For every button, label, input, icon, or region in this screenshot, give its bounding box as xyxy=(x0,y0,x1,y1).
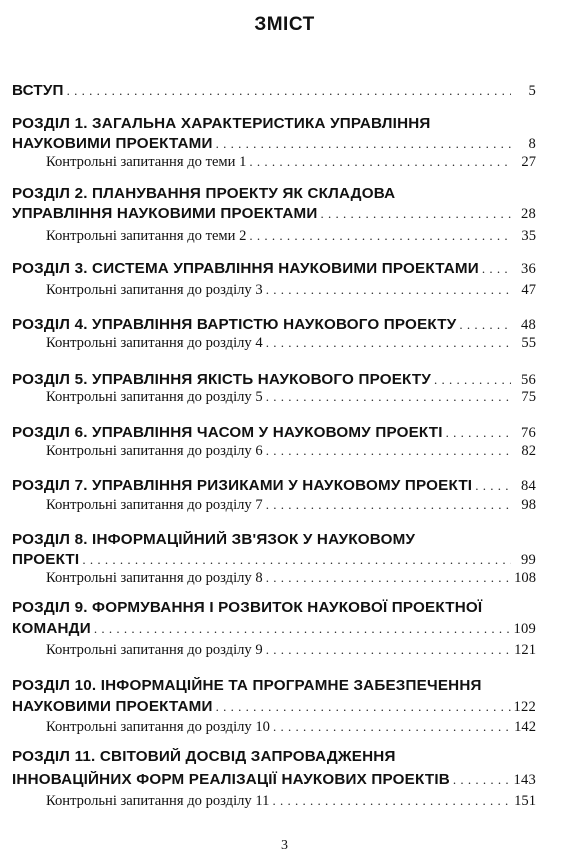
toc-page-number: 5 xyxy=(528,83,536,99)
toc-heading-text: ПРОЕКТІ xyxy=(12,551,80,568)
toc-heading-text: РОЗДІЛ 11. СВІТОВИЙ ДОСВІД ЗАПРОВАДЖЕННЯ xyxy=(12,748,396,765)
dot-leader xyxy=(266,389,511,405)
page-number: 3 xyxy=(281,838,288,853)
toc-subentry-page-number: 27 xyxy=(521,154,536,170)
toc-heading-line xyxy=(12,599,536,616)
dot-leader xyxy=(266,282,511,298)
toc-subentry-text: Контрольні запитання до розділу 8 xyxy=(46,570,263,586)
toc-page-number: 28 xyxy=(521,206,536,222)
toc-page-number: 56 xyxy=(521,372,536,388)
toc-heading-text: НАУКОВИМИ ПРОЕКТАМИ xyxy=(12,698,213,715)
toc-heading-line xyxy=(12,698,536,716)
toc-subentry-page-number: 47 xyxy=(521,282,536,298)
dot-leader xyxy=(94,621,511,637)
dot-leader xyxy=(266,497,511,513)
dot-leader xyxy=(273,719,511,735)
toc-heading-line xyxy=(12,205,536,223)
toc-heading-line xyxy=(12,371,536,389)
toc-heading-line xyxy=(12,677,536,694)
toc-subentry xyxy=(46,719,536,736)
dot-leader xyxy=(482,261,511,277)
toc-heading-line xyxy=(12,82,536,100)
toc-heading-text: РОЗДІЛ 3. СИСТЕМА УПРАВЛІННЯ НАУКОВИМИ ПРОЕКТАМИ xyxy=(12,260,479,277)
toc-subentry-page-number: 75 xyxy=(521,389,536,405)
toc-heading-text: УПРАВЛІННЯ НАУКОВИМИ ПРОЕКТАМИ xyxy=(12,205,318,222)
toc-subentry-text: Контрольні запитання до теми 2 xyxy=(46,228,247,244)
dot-leader xyxy=(82,552,511,568)
toc-heading-text: РОЗДІЛ 4. УПРАВЛІННЯ ВАРТІСТЮ НАУКОВОГО ПРОЕКТУ xyxy=(12,316,457,333)
dot-leader xyxy=(459,317,511,333)
dot-leader xyxy=(266,642,511,658)
toc-subentry-text: Контрольні запитання до розділу 11 xyxy=(46,793,270,809)
dot-leader xyxy=(434,372,511,388)
toc-heading-line xyxy=(12,620,536,638)
toc-heading-text: РОЗДІЛ 10. ІНФОРМАЦІЙНЕ ТА ПРОГРАМНЕ ЗАБЕЗПЕЧЕННЯ xyxy=(12,677,482,694)
toc-subentry xyxy=(46,389,536,406)
toc-heading-line xyxy=(12,477,536,495)
toc-subentry-page-number: 55 xyxy=(521,335,536,351)
toc-subentry-text: Контрольні запитання до розділу 4 xyxy=(46,335,263,351)
toc-heading-line xyxy=(12,316,536,334)
dot-leader xyxy=(272,793,511,809)
toc-heading-text: РОЗДІЛ 1. ЗАГАЛЬНА ХАРАКТЕРИСТИКА УПРАВЛІННЯ xyxy=(12,115,431,132)
toc-heading-text: РОЗДІЛ 5. УПРАВЛІННЯ ЯКІСТЬ НАУКОВОГО ПРОЕКТУ xyxy=(12,371,432,388)
dot-leader xyxy=(266,335,511,351)
toc-subentry-text: Контрольні запитання до розділу 10 xyxy=(46,719,270,735)
toc-heading-line xyxy=(12,531,536,548)
toc-subentry-page-number: 98 xyxy=(521,497,536,513)
toc-subentry-page-number: 108 xyxy=(514,570,536,586)
toc-subentry-text: Контрольні запитання до розділу 9 xyxy=(46,642,263,658)
toc-subentry-text: Контрольні запитання до розділу 5 xyxy=(46,389,263,405)
toc-subentry-page-number: 35 xyxy=(521,228,536,244)
toc-heading-line xyxy=(12,551,536,569)
toc-heading-text: РОЗДІЛ 9. ФОРМУВАННЯ І РОЗВИТОК НАУКОВОЇ ПРОЕКТНОЇ xyxy=(12,599,483,616)
toc-page-number: 109 xyxy=(513,621,536,637)
toc-heading-text: РОЗДІЛ 7. УПРАВЛІННЯ РИЗИКАМИ У НАУКОВОМУ ПРОЕКТІ xyxy=(12,477,473,494)
dot-leader xyxy=(67,83,511,99)
toc-subentry xyxy=(46,154,536,171)
dot-leader xyxy=(453,772,511,788)
toc-subentry xyxy=(46,335,536,352)
toc-subentry xyxy=(46,642,536,659)
toc-page-number: 36 xyxy=(521,261,536,277)
toc-subentry-page-number: 151 xyxy=(514,793,536,809)
dot-leader xyxy=(321,206,511,222)
toc-heading-line xyxy=(12,771,536,789)
toc-subentry-page-number: 82 xyxy=(521,443,536,459)
toc-page-number: 143 xyxy=(513,772,536,788)
dot-leader xyxy=(216,136,511,152)
toc-subentry-text: Контрольні запитання до теми 1 xyxy=(46,154,247,170)
toc-heading-text: РОЗДІЛ 8. ІНФОРМАЦІЙНИЙ ЗВ'ЯЗОК У НАУКОВОМУ xyxy=(12,531,416,548)
toc-heading-line xyxy=(12,424,536,442)
toc-page-number: 84 xyxy=(521,478,536,494)
dot-leader xyxy=(446,425,511,441)
toc-heading-line xyxy=(12,135,536,153)
toc-subentry xyxy=(46,793,536,810)
toc-heading-line xyxy=(12,748,536,765)
toc-subentry xyxy=(46,570,536,587)
toc-heading-text: КОМАНДИ xyxy=(12,620,91,637)
toc-subentry-text: Контрольні запитання до розділу 7 xyxy=(46,497,263,513)
toc-subentry-page-number: 142 xyxy=(514,719,536,735)
toc-page-number: 76 xyxy=(521,425,536,441)
toc-page-number: 99 xyxy=(521,552,536,568)
toc-subentry xyxy=(46,497,536,514)
toc-subentry xyxy=(46,228,536,245)
toc-page-number: 8 xyxy=(528,136,536,152)
dot-leader xyxy=(266,570,511,586)
toc-heading-text: ВСТУП xyxy=(12,82,64,99)
toc-heading-text: РОЗДІЛ 6. УПРАВЛІННЯ ЧАСОМ У НАУКОВОМУ ПРОЕКТІ xyxy=(12,424,443,441)
toc-heading-text: РОЗДІЛ 2. ПЛАНУВАННЯ ПРОЕКТУ ЯК СКЛАДОВА xyxy=(12,185,396,202)
toc-heading-line xyxy=(12,115,536,132)
toc-heading-text: ІННОВАЦІЙНИХ ФОРМ РЕАЛІЗАЦІЇ НАУКОВИХ ПРОЕКТІВ xyxy=(12,771,450,788)
dot-leader xyxy=(216,699,511,715)
toc-heading-line xyxy=(12,260,536,278)
dot-leader xyxy=(266,443,511,459)
toc-subentry-page-number: 121 xyxy=(514,642,536,658)
toc-heading-line xyxy=(12,185,536,202)
toc-page-number: 122 xyxy=(513,699,536,715)
dot-leader xyxy=(249,228,511,244)
toc-subentry xyxy=(46,443,536,460)
dot-leader xyxy=(249,154,511,170)
toc-subentry xyxy=(46,282,536,299)
toc-subentry-text: Контрольні запитання до розділу 3 xyxy=(46,282,263,298)
dot-leader xyxy=(475,478,511,494)
toc-page-number: 48 xyxy=(521,317,536,333)
toc-subentry-text: Контрольні запитання до розділу 6 xyxy=(46,443,263,459)
toc-title: ЗМІСТ xyxy=(254,14,315,35)
toc-heading-text: НАУКОВИМИ ПРОЕКТАМИ xyxy=(12,135,213,152)
